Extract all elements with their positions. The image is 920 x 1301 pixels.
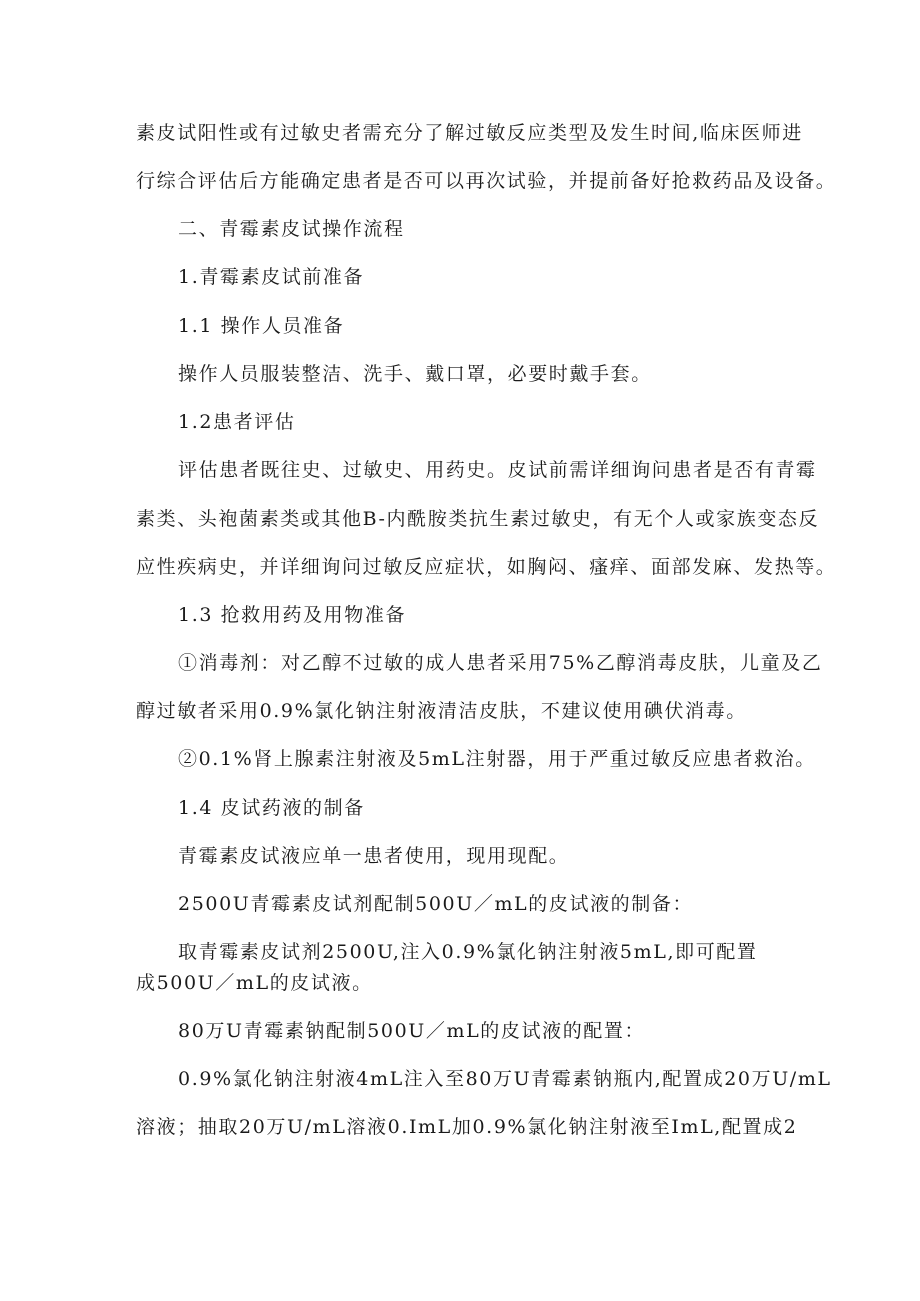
paragraph-line: ①消毒剂：对乙醇不过敏的成人患者采用75%乙醇消毒皮肤，儿童及乙 <box>178 652 823 674</box>
subsection-heading: 1.青霉素皮试前准备 <box>178 266 365 288</box>
paragraph-line: 素类、头袍菌素类或其他B-内酰胺类抗生素过敏史，有无个人或家族变态反 <box>136 508 820 530</box>
paragraph-line: 操作人员服装整洁、洗手、戴口罩，必要时戴手套。 <box>178 363 652 385</box>
subsection-heading: 1.4 皮试药液的制备 <box>178 797 365 819</box>
paragraph-line: 醇过敏者采用0.9%氯化钠注射液清洁皮肤，不建议使用碘伏消毒。 <box>136 700 747 722</box>
paragraph-line: 行综合评估后方能确定患者是否可以再次试验，并提前备好抢救药品及设备。 <box>136 170 837 192</box>
subsection-heading: 1.2患者评估 <box>178 411 296 433</box>
paragraph-line: 成500U／mL的皮试液。 <box>136 972 373 994</box>
paragraph-line: 青霉素皮试液应单一患者使用，现用现配。 <box>178 845 570 867</box>
paragraph-line: ②0.1%肾上腺素注射液及5mL注射器，用于严重过敏反应患者救治。 <box>178 748 816 770</box>
paragraph-line: 素皮试阳性或有过敏史者需充分了解过敏反应类型及发生时间,临床医师进 <box>136 122 803 144</box>
paragraph-line: 0.9%氯化钠注射液4mL注入至80万U青霉素钠瓶内,配置成20万U/mL <box>178 1068 832 1090</box>
subsection-heading: 1.3 抢救用药及用物准备 <box>178 604 407 626</box>
paragraph-line: 80万U青霉素钠配制500U／mL的皮试液的配置： <box>178 1020 646 1042</box>
paragraph-line: 应性疾病史，并详细询问过敏反应症状，如胸闷、瘙痒、面部发麻、发热等。 <box>136 556 837 578</box>
paragraph-line: 2500U青霉素皮试剂配制500U／mL的皮试液的制备： <box>178 893 694 915</box>
paragraph-line: 评估患者既往史、过敏史、用药史。皮试前需详细询问患者是否有青霉 <box>178 459 817 481</box>
subsection-heading: 1.1 操作人员准备 <box>178 315 345 337</box>
paragraph-line: 取青霉素皮试剂2500U,注入0.9%氯化钠注射液5mL,即可配置 <box>178 941 758 963</box>
paragraph-line: 溶液；抽取20万U/mL溶液0.ImL加0.9%氯化钠注射液至ImL,配置成2 <box>136 1116 798 1138</box>
section-heading: 二、青霉素皮试操作流程 <box>178 218 405 240</box>
